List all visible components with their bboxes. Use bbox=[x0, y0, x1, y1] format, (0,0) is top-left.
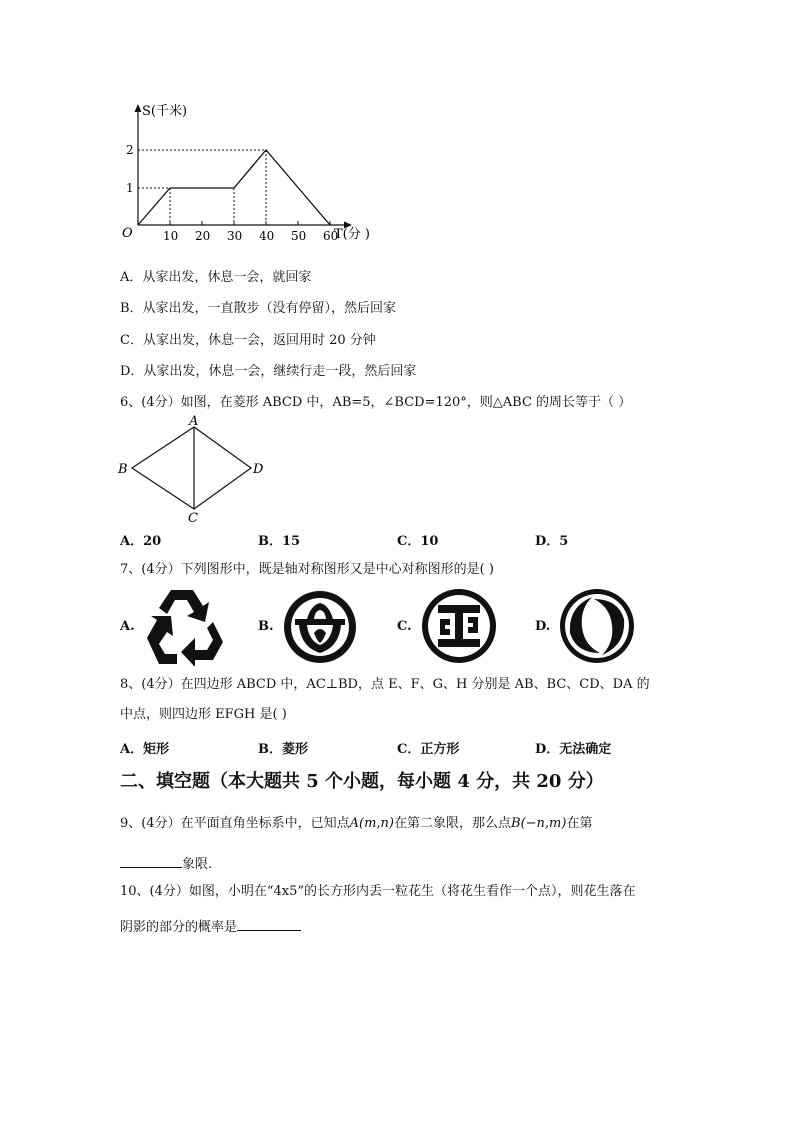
vertex-label-c: C bbox=[188, 511, 198, 526]
q6-stem: 6、(4分）如图，在菱形 ABCD 中，AB=5，∠BCD=120°，则△ABC 的周长等于（ ） bbox=[120, 395, 632, 410]
origin-label: O bbox=[122, 226, 133, 241]
q9-stem-suffix: 在第 bbox=[566, 816, 593, 831]
recycle-symbol-icon bbox=[143, 586, 225, 670]
rhombus-outline bbox=[132, 427, 251, 509]
q7-option-d-label: D. bbox=[535, 619, 551, 634]
q7-option-c-label: C. bbox=[397, 619, 412, 634]
q9-point-b: B(−n,m) bbox=[511, 816, 567, 831]
q7-stem: 7、(4分）下列图形中，既是轴对称图形又是中心对称图形的是( ) bbox=[120, 562, 494, 577]
circle-emblem-d-icon bbox=[558, 587, 636, 669]
q10-stem-line2: 阴影的部分的概率是 bbox=[120, 920, 238, 935]
section-heading: 二、填空题（本大题共 5 个小题，每小题 4 分，共 20 分） bbox=[120, 771, 604, 792]
q9-stem-middle: 在第二象限，那么点 bbox=[394, 816, 512, 831]
q5-option-a: A．从家出发，休息一会，就回家 bbox=[120, 270, 312, 285]
q9-answer-line bbox=[120, 853, 212, 873]
distance-time-graph bbox=[112, 98, 387, 256]
q8-option-d: D．无法确定 bbox=[535, 742, 612, 757]
vertex-label-b: B bbox=[118, 462, 128, 477]
q7-option-a-label: A. bbox=[120, 619, 135, 634]
x-tick-label: 20 bbox=[195, 229, 211, 243]
y-axis-arrow bbox=[135, 104, 142, 112]
q5-option-c: C．从家出发，休息一会，返回用时 20 分钟 bbox=[120, 333, 376, 348]
x-tick-label: 30 bbox=[227, 229, 243, 243]
q5-option-b: B．从家出发，一直散步（没有停留），然后回家 bbox=[120, 301, 397, 316]
q10-stem-line1: 10、(4分）如图，小明在“4x5”的长方形内丢一粒花生（将花生看作一个点），则花生落在 bbox=[120, 884, 636, 899]
q9-line2-suffix: 象限. bbox=[182, 857, 213, 872]
bank-emblem-icon bbox=[420, 587, 498, 669]
q6-option-a: A．20 bbox=[120, 534, 162, 549]
q10-stem-line2-wrap bbox=[120, 916, 301, 936]
rhombus-svg bbox=[112, 414, 272, 526]
y-tick-label: 1 bbox=[126, 181, 134, 195]
x-tick-label: 10 bbox=[163, 229, 179, 243]
vertex-label-a: A bbox=[189, 414, 199, 429]
q8-stem-line1: 8、(4分）在四边形 ABCD 中，AC⊥BD，点 E、F、G、H 分别是 AB、BC、CD、DA 的 bbox=[120, 677, 650, 692]
q6-option-b: B．15 bbox=[258, 534, 301, 549]
circle-emblem-b-icon bbox=[281, 589, 359, 669]
q8-option-a: A．矩形 bbox=[120, 742, 170, 757]
rhombus-figure bbox=[112, 414, 272, 526]
x-tick-label: 40 bbox=[259, 229, 275, 243]
q6-option-c: C．10 bbox=[397, 534, 439, 549]
q5-option-d: D．从家出发，休息一会，继续行走一段，然后回家 bbox=[120, 364, 417, 379]
q9-stem-prefix: 9、(4分）在平面直角坐标系中，已知点 bbox=[120, 816, 350, 831]
q9-point-a: A(m,n) bbox=[349, 816, 394, 831]
y-tick-label: 2 bbox=[126, 143, 134, 157]
q10-answer-blank[interactable] bbox=[237, 916, 301, 931]
vertex-label-d: D bbox=[253, 462, 264, 477]
x-tick-label: 50 bbox=[291, 229, 307, 243]
q8-option-b: B．菱形 bbox=[258, 742, 308, 757]
q6-option-d: D．5 bbox=[535, 534, 569, 549]
x-axis-label: T(分 ) bbox=[334, 227, 370, 242]
q8-stem-line2: 中点，则四边形 EFGH 是( ) bbox=[120, 707, 287, 722]
q9-stem bbox=[120, 816, 592, 832]
graph-svg bbox=[112, 98, 387, 256]
x-tick-label: 60 bbox=[323, 229, 339, 243]
y-axis-label: S(千米) bbox=[142, 104, 188, 119]
q8-option-c: C．正方形 bbox=[397, 742, 460, 757]
q7-option-b-label: B. bbox=[258, 619, 274, 634]
q9-answer-blank[interactable] bbox=[120, 853, 182, 868]
